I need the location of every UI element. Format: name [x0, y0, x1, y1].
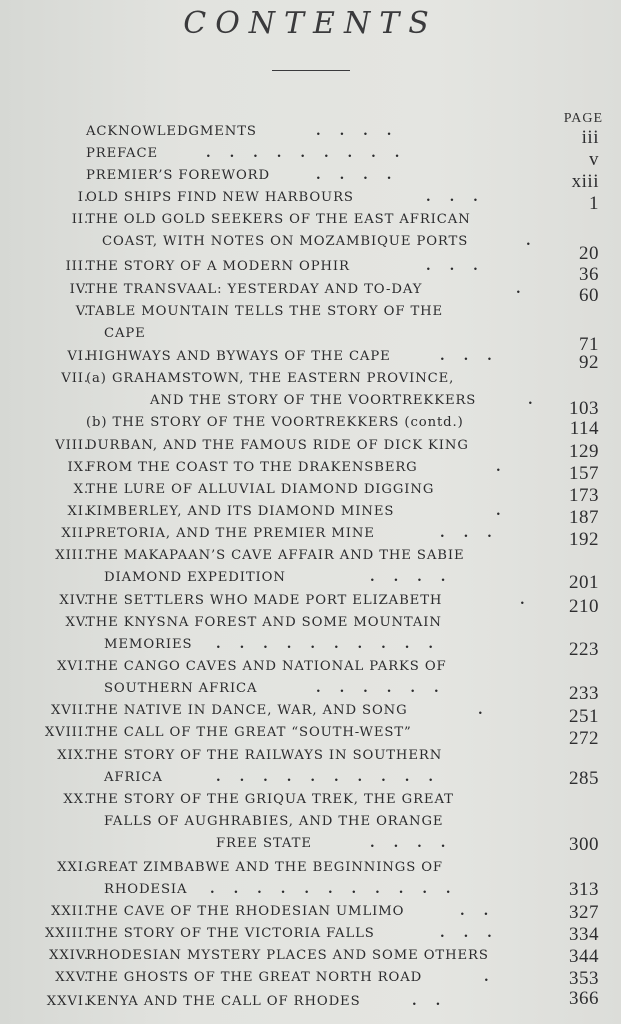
toc-entry-page: 313	[569, 879, 599, 900]
toc-entry-page: 353	[569, 968, 599, 989]
toc-entry-title: HIGHWAYS AND BYWAYS OF THE CAPE	[86, 349, 391, 364]
toc-entry-page: 92	[579, 352, 599, 373]
toc-entry-chapter-20-cont	[0, 814, 621, 836]
toc-entry-number: VI.	[67, 349, 89, 364]
toc-entry-title: THE SETTLERS WHO MADE PORT ELIZABETH	[86, 593, 443, 608]
toc-entry-chapter-16	[0, 659, 621, 681]
toc-entry-page: iii	[581, 127, 599, 148]
toc-entry-title: (b) THE STORY OF THE VOORTREKKERS (contd.)	[86, 415, 464, 430]
toc-entry-chapter-2	[0, 212, 621, 234]
toc-entry-title: THE MAKAPAAN’S CAVE AFFAIR AND THE SABIE	[86, 548, 465, 563]
toc-entry-chapter-10	[0, 482, 621, 504]
toc-entry-number: XVII.	[50, 703, 89, 718]
toc-entry-chapter-20-cont2: FREE STATE .... 300	[216, 834, 599, 855]
toc-entry-chapter-5-cont	[0, 326, 621, 355]
toc-entry-number: XVI.	[57, 659, 89, 674]
toc-entry-chapter-3: III. THE STORY OF A MODERN OPHIR ... 36	[65, 259, 599, 285]
toc-entry-number: XXII.	[51, 904, 89, 919]
toc-entry-preface: PREFACE ......... v	[86, 146, 599, 170]
toc-entry-page: v	[589, 149, 599, 170]
toc-entry-number: VIII.	[55, 438, 89, 453]
toc-entry-number: XXI.	[57, 860, 89, 875]
toc-entry-title: THE CANGO CAVES AND NATIONAL PARKS OF	[86, 659, 447, 674]
toc-entry-number: V.	[75, 304, 89, 319]
toc-entry-page: 285	[569, 768, 599, 789]
toc-entry-chapter-26: XXVI. KENYA AND THE CALL OF RHODES .. 366	[46, 988, 599, 1009]
toc-entry-title-continued: RHODESIA	[104, 882, 188, 897]
toc-entry-page: 173	[569, 485, 599, 506]
toc-entry-title-continued: DIAMOND EXPEDITION	[104, 570, 286, 585]
toc-entry-page: xiii	[571, 171, 599, 192]
toc-entry-title: TABLE MOUNTAIN TELLS THE STORY OF THE	[86, 304, 444, 319]
toc-entry-title: THE KNYSNA FOREST AND SOME MOUNTAIN	[86, 615, 442, 630]
toc-entry-title: FROM THE COAST TO THE DRAKENSBERG	[86, 460, 418, 475]
toc-entry-chapter-17: XVII. THE NATIVE IN DANCE, WAR, AND SONG . 251	[50, 703, 599, 727]
toc-entry-chapter-2-cont: COAST, WITH NOTES ON MOZAMBIQUE PORTS . 20	[102, 234, 599, 264]
toc-entry-page: 129	[569, 441, 599, 462]
toc-entry-chapter-15-cont: MEMORIES .......... 223	[104, 637, 599, 660]
toc-entry-number: XV.	[65, 615, 89, 630]
toc-entry-title-continued-2: FREE STATE	[216, 836, 312, 851]
toc-entry-chapter-19-cont: AFRICA .......... 285	[104, 768, 599, 789]
toc-entry-acknowledgments: ACKNOWLEDGMENTS .... iii	[86, 124, 599, 148]
toc-entry-title: THE STORY OF A MODERN OPHIR	[86, 259, 350, 274]
toc-entry-number: IX.	[67, 460, 89, 475]
toc-entry-title: KENYA AND THE CALL OF RHODES	[86, 994, 361, 1009]
toc-entry-page: 71	[579, 334, 599, 355]
toc-entry-chapter-7a	[0, 371, 621, 393]
toc-entry-page: 334	[569, 924, 599, 945]
toc-entry-title-continued: AND THE STORY OF THE VOORTREKKERS	[150, 393, 477, 408]
toc-entry-page: 272	[569, 728, 599, 749]
toc-entry-title: KIMBERLEY, AND ITS DIAMOND MINES	[86, 504, 395, 519]
toc-entry-chapter-16-cont: SOUTHERN AFRICA ...... 233	[104, 681, 599, 704]
toc-entry-chapter-19	[0, 748, 621, 770]
toc-entry-page: 1	[589, 193, 599, 214]
toc-entry-chapter-23: XXIII. THE STORY OF THE VICTORIA FALLS ... 334	[45, 924, 599, 945]
toc-entry-chapter-24	[0, 948, 621, 970]
toc-entry-chapter-8	[0, 438, 621, 460]
toc-entry-title: THE OLD GOLD SEEKERS OF THE EAST AFRICAN	[86, 212, 471, 227]
toc-entry-chapter-7b	[0, 415, 621, 437]
toc-entry-title-continued: COAST, WITH NOTES ON MOZAMBIQUE PORTS	[102, 234, 469, 249]
toc-entry-number: III.	[65, 259, 89, 274]
toc-entry-number: XIX.	[57, 748, 89, 763]
toc-entry-number: XXV.	[55, 970, 89, 985]
toc-entry-title: PRETORIA, AND THE PREMIER MINE	[86, 526, 375, 541]
toc-entry-title: THE LURE OF ALLUVIAL DIAMOND DIGGING	[86, 482, 435, 497]
toc-entry-chapter-22: XXII. THE CAVE OF THE RHODESIAN UMLIMO .. 327	[51, 902, 599, 923]
toc-entry-number: XII.	[61, 526, 89, 541]
toc-entry-chapter-13	[0, 548, 621, 570]
toc-entry-chapter-15	[0, 615, 621, 637]
toc-entry-title-continued: AFRICA	[104, 770, 163, 785]
toc-entry-chapter-4: IV. THE TRANSVAAL: YESTERDAY AND TO-DAY . 60	[69, 282, 599, 306]
toc-entry-page: 223	[569, 639, 599, 660]
toc-entry-title: THE CALL OF THE GREAT “SOUTH-WEST”	[86, 725, 412, 740]
toc-entry-title: THE STORY OF THE GRIQUA TREK, THE GREAT	[86, 792, 454, 807]
toc-entry-page: 300	[569, 834, 599, 855]
toc-entry-title-continued: CAPE	[104, 326, 146, 341]
toc-entry-chapter-5	[0, 304, 621, 326]
toc-entry-page: 201	[569, 572, 599, 593]
toc-entry-chapter-13-cont: DIAMOND EXPEDITION .... 201	[104, 570, 599, 593]
toc-entry-page: 187	[569, 507, 599, 528]
toc-entry-title: THE NATIVE IN DANCE, WAR, AND SONG	[86, 703, 408, 718]
toc-entry-page: 210	[569, 596, 599, 617]
toc-entry-page: 157	[569, 463, 599, 484]
toc-entry-number: VII.	[61, 371, 89, 386]
toc-entry-title: DURBAN, AND THE FAMOUS RIDE OF DICK KING	[86, 438, 469, 453]
toc-entry-page: 327	[569, 902, 599, 923]
toc-entry-title-continued: SOUTHERN AFRICA	[104, 681, 258, 696]
toc-entry-title: OLD SHIPS FIND NEW HARBOURS	[86, 190, 354, 205]
toc-entry-chapter-20	[0, 792, 621, 814]
toc-entry-number: XIV.	[59, 593, 89, 608]
toc-entry-page: 251	[569, 706, 599, 727]
toc-entry-title: ACKNOWLEDGMENTS	[86, 124, 257, 139]
toc-entry-page: 103	[569, 398, 599, 419]
toc-entry-title-continued: FALLS OF AUGHRABIES, AND THE ORANGE	[104, 814, 444, 829]
toc-entry-page: 114	[569, 418, 599, 439]
toc-entry-number: I.	[77, 190, 89, 205]
toc-entry-foreword: PREMIER’S FOREWORD .... xiii	[86, 168, 599, 192]
toc-entry-page: 36	[579, 264, 599, 285]
toc-entry-chapter-18	[0, 725, 621, 747]
toc-entry-number: XXVI.	[46, 994, 89, 1009]
toc-entry-title: THE CAVE OF THE RHODESIAN UMLIMO	[86, 904, 405, 919]
toc-entry-chapter-14: XIV. THE SETTLERS WHO MADE PORT ELIZABETH . 210	[59, 593, 599, 617]
toc-entry-number: XVIII.	[44, 725, 89, 740]
toc-entry-chapter-1: I. OLD SHIPS FIND NEW HARBOURS ... 1	[77, 190, 599, 214]
toc-entry-title: THE STORY OF THE RAILWAYS IN SOUTHERN	[86, 748, 443, 763]
toc-entry-title-continued: MEMORIES	[104, 637, 193, 652]
toc-entry-chapter-25: XXV. THE GHOSTS OF THE GREAT NORTH ROAD . 353	[55, 968, 599, 989]
toc-entry-number: II.	[71, 212, 89, 227]
toc-entry-title: RHODESIAN MYSTERY PLACES AND SOME OTHERS	[86, 948, 489, 963]
page-title: CONTENTS	[183, 6, 438, 41]
toc-entry-page: 233	[569, 683, 599, 704]
toc-entry-chapter-11: XI. KIMBERLEY, AND ITS DIAMOND MINES . 187	[67, 504, 599, 528]
toc-entry-chapter-21-cont: RHODESIA ........... 313	[104, 879, 599, 900]
toc-entry-number: IV.	[69, 282, 89, 297]
toc-entry-title: PREMIER’S FOREWORD	[86, 168, 270, 183]
toc-entry-title: (a) GRAHAMSTOWN, THE EASTERN PROVINCE,	[86, 371, 455, 386]
toc-entry-page: 20	[579, 243, 599, 264]
page-column-label: PAGE	[563, 111, 603, 126]
title-rule	[272, 70, 350, 71]
toc-entry-page: 344	[569, 946, 599, 967]
toc-entry-number: XI.	[67, 504, 89, 519]
toc-entry-chapter-7a-cont: AND THE STORY OF THE VOORTREKKERS . 103	[150, 393, 599, 419]
toc-entry-page: 60	[579, 285, 599, 306]
toc-entry-number: XXIII.	[45, 926, 89, 941]
toc-entry-chapter-12: XII. PRETORIA, AND THE PREMIER MINE ... 192	[61, 526, 599, 550]
toc-entry-title: THE TRANSVAAL: YESTERDAY AND TO-DAY	[86, 282, 423, 297]
toc-entry-chapter-21	[0, 860, 621, 882]
toc-entry-number: XIII.	[55, 548, 89, 563]
toc-entry-number: XXIV.	[49, 948, 89, 963]
toc-entry-title: THE GHOSTS OF THE GREAT NORTH ROAD	[86, 970, 423, 985]
toc-entry-title: THE STORY OF THE VICTORIA FALLS	[86, 926, 375, 941]
toc-entry-number: X.	[73, 482, 89, 497]
toc-entry-title: GREAT ZIMBABWE AND THE BEGINNINGS OF	[86, 860, 443, 875]
toc-entry-page: 192	[569, 529, 599, 550]
toc-entry-number: XX.	[63, 792, 89, 807]
toc-entry-chapter-9: IX. FROM THE COAST TO THE DRAKENSBERG . 157	[67, 460, 599, 484]
toc-entry-title: PREFACE	[86, 146, 158, 161]
toc-entry-chapter-6: VI. HIGHWAYS AND BYWAYS OF THE CAPE ... 92	[67, 349, 599, 373]
toc-entry-page: 366	[569, 988, 599, 1009]
